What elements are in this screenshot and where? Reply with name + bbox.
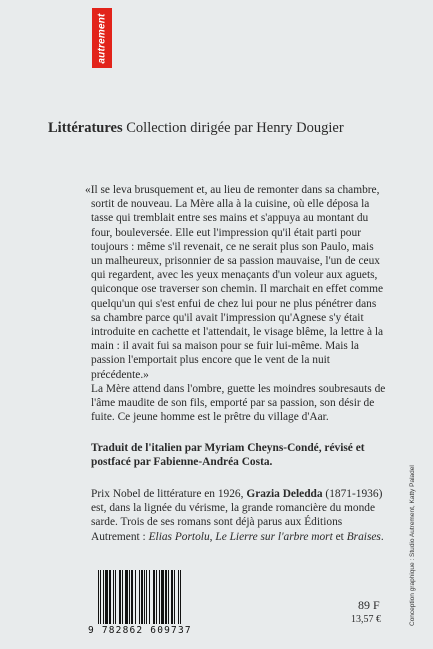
summary-paragraph: La Mère attend dans l'ombre, guette les moindres soubresauts de l'âme maudite de son fils, emporté par sa passion, son désir de fuite. Ce jeune homme est le prêtre du village d'Aar. [91, 383, 386, 424]
isbn-barcode [88, 570, 208, 638]
collection-name: Littératures [48, 120, 123, 136]
book-title-3: Braises [346, 530, 381, 543]
bio-sep1: , [209, 530, 216, 543]
book-title-1: Elias Portolu [148, 530, 210, 543]
author-name: Grazia Deledda [246, 488, 323, 500]
design-credit [409, 465, 419, 628]
publisher-logo-text: autrement [96, 12, 108, 64]
price-euros: 13,57 € [351, 614, 381, 625]
bio-part2: (1871-1936) est, dans la lignée du vérisme, la grande romancière du monde sarde. Trois de ses romans sont déjà parus aux Éditions Autrement : [91, 488, 383, 543]
bio-part1: Prix Nobel de littérature en 1926, [91, 488, 247, 500]
author-bio [91, 487, 391, 544]
price-francs: 89 F [358, 598, 380, 612]
collection-editor: Collection dirigée par Henry Dougier [126, 120, 344, 136]
publisher-logo [92, 8, 112, 68]
excerpt-quote: «Il se leva brusquement et, au lieu de remonter dans sa chambre, sortit de nouveau. La Mère alla à la cuisine, où elle déposa la tasse qui tremblait entre ses mains et s'appuya au montant du four, bouleversée. Elle eut l'impression qu'il était parti pour toujours : même s'il revenait, ce ne serait plus son Paulo, mais un malheureux, prisonnier de sa passion mauvaise, l'un de ceux qui regardent, avec les yeux menaçants d'un voleur aux aguets, quiconque ose traverser son chemin. Il marchait en effet comme quelqu'un qui s'est enfui de chez lui pour ne plus pénétrer dans sa chambre parce qu'il avait l'impression qu'Agnese s'y était introduite en cachette et l'attendait, le visage blême, la lettre à la main : il avait fui sa maison pour se fuir lui-même. Mais la passion l'emportait plus encore que le vent de la nuit précédente.» [85, 184, 384, 381]
book-title-2: Le Lierre sur l'arbre mort [215, 530, 333, 543]
barcode-bar [180, 570, 181, 624]
collection-line [48, 120, 344, 137]
design-credit-text: Conception graphique : Studio Autrement, Katty Paladel [409, 465, 416, 626]
translation-credit: Traduit de l'italien par Myriam Cheyns-Condé, révisé et postfacé par Fabienne-Andréa Costa. [91, 442, 365, 469]
barcode-bars [98, 570, 198, 624]
barcode-digits: 9 782862 609737 [88, 625, 192, 636]
bio-sep2: et [332, 530, 347, 543]
bio-end: . [380, 530, 384, 543]
